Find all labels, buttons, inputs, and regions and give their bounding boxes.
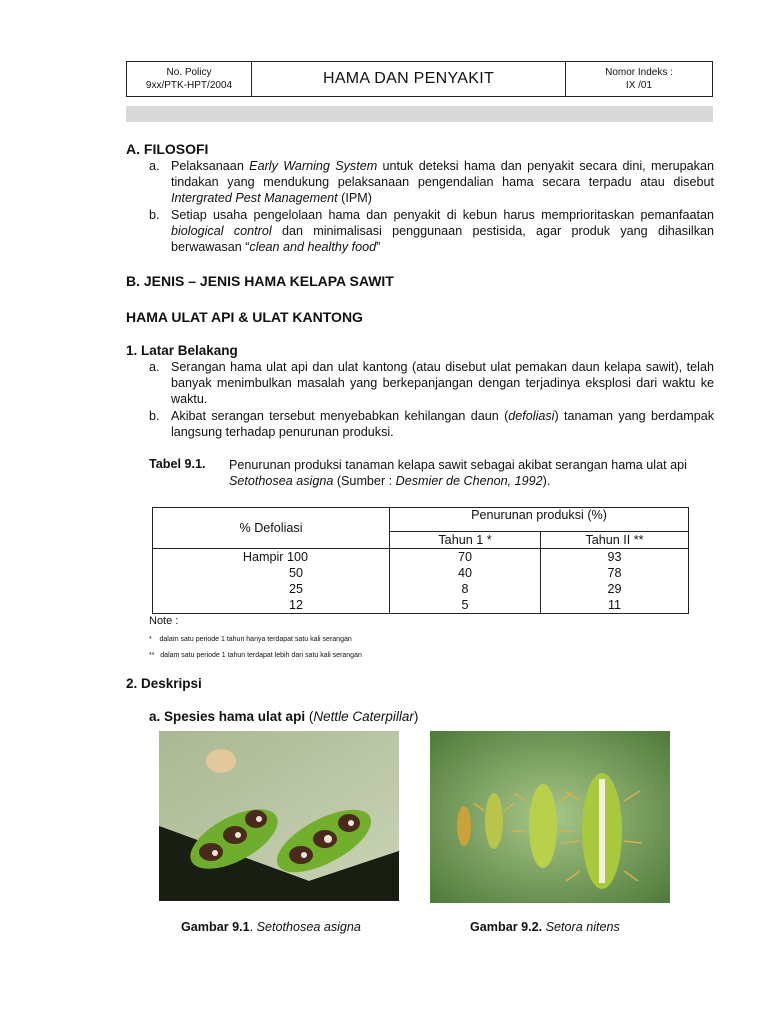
- table-cell: 50: [288, 566, 303, 580]
- section-a-heading: A. FILOSOFI: [126, 141, 209, 157]
- table-cell: 25: [288, 582, 303, 596]
- table-caption-label: Tabel 9.1.: [149, 457, 206, 471]
- note-line-2: ** dalam satu periode 1 tahun terdapat lebih dari satu kali serangan: [149, 652, 362, 659]
- paragraph-latar-a: Serangan hama ulat api dan ulat kantong (atau disebut ulat pemakan daun kelapa sawit), telah banyak menimbulkan masalah yang berkepanjangan dengan terjadinya eksplosi dari waktu ke waktu.: [171, 360, 714, 406]
- list-marker: b.: [149, 409, 160, 423]
- figure-caption-1: Gambar 9.1. Setothosea asigna: [181, 920, 361, 934]
- paragraph-a-item-b: Setiap usaha pengelolaan hama dan penyakit di kebun harus memprioritaskan pemanfaatan biological control dan minimalisasi penggunaan pestisida, agar produk yang dihasilkan berwawasan “clean and healthy food”: [171, 208, 714, 254]
- figure-caption-2: Gambar 9.2. Setora nitens: [470, 920, 620, 934]
- list-marker: a.: [149, 360, 160, 374]
- index-label: Nomor Indeks :: [605, 67, 673, 78]
- table-cell: 12: [288, 598, 303, 612]
- policy-cell: [127, 62, 252, 96]
- column-header-defoliasi: % Defoliasi: [153, 508, 390, 549]
- index-cell: [565, 62, 712, 96]
- defoliation-table: [152, 507, 689, 614]
- subsection-heading: HAMA ULAT API & ULAT KANTONG: [126, 309, 363, 325]
- table-cell: 29: [607, 582, 622, 596]
- index-value: IX /01: [625, 80, 653, 91]
- table-cell: 8: [461, 582, 469, 596]
- header-divider-bar: [126, 106, 713, 122]
- policy-value: 9xx/PTK-HPT/2004: [145, 80, 233, 91]
- section-b-heading: B. JENIS – JENIS HAMA KELAPA SAWIT: [126, 273, 394, 289]
- list-marker: a.: [149, 159, 160, 173]
- photo-setothosea-asigna: [159, 731, 399, 901]
- table-cell: 78: [607, 566, 622, 580]
- caterpillar-illustration-1: [159, 731, 399, 901]
- document-header: [126, 61, 713, 97]
- table-cell: 93: [607, 550, 622, 564]
- deskripsi-heading: 2. Deskripsi: [126, 676, 202, 691]
- table-caption-text: Penurunan produksi tanaman kelapa sawit sebagai akibat serangan hama ulat api Setothosea asigna (Sumber : Desmier de Chenon, 1992).: [229, 458, 687, 488]
- list-marker: b.: [149, 208, 160, 222]
- table-cell: 11: [607, 598, 622, 612]
- latar-belakang-heading: 1. Latar Belakang: [126, 343, 238, 358]
- photo-setora-nitens: [430, 731, 670, 903]
- table-cell: Hampir 100: [242, 550, 308, 564]
- column-header-tahun-1: Tahun 1 *: [390, 532, 541, 549]
- table-cell: 70: [457, 550, 472, 564]
- paragraph-latar-b: Akibat serangan tersebut menyebabkan kehilangan daun (defoliasi) tanaman yang berdampak langsung terhadap penurunan produksi.: [171, 409, 714, 439]
- table-cell: 40: [457, 566, 472, 580]
- paragraph-a-item-a: Pelaksanaan Early Warning System untuk deteksi hama dan penyakit secara dini, merupakan tindakan yang mendukung pelaksanaan pengendalian hama secara terpadu atau disebut Intergrated Pest Management (IPM): [171, 159, 714, 205]
- column-header-tahun-2: Tahun II **: [541, 532, 689, 549]
- note-line-1: * dalam satu periode 1 tahun hanya terdapat satu kali serangan: [149, 636, 352, 643]
- species-subheading: a. Spesies hama ulat api (Nettle Caterpillar): [149, 709, 419, 724]
- column-header-group: Penurunan produksi (%): [390, 508, 689, 532]
- caterpillar-illustration-2: [430, 731, 670, 903]
- table-cell: 5: [461, 598, 469, 612]
- document-title: HAMA DAN PENYAKIT: [322, 70, 495, 87]
- table-body: [153, 549, 689, 614]
- policy-label: No. Policy: [166, 67, 212, 78]
- note-title: Note :: [149, 615, 179, 627]
